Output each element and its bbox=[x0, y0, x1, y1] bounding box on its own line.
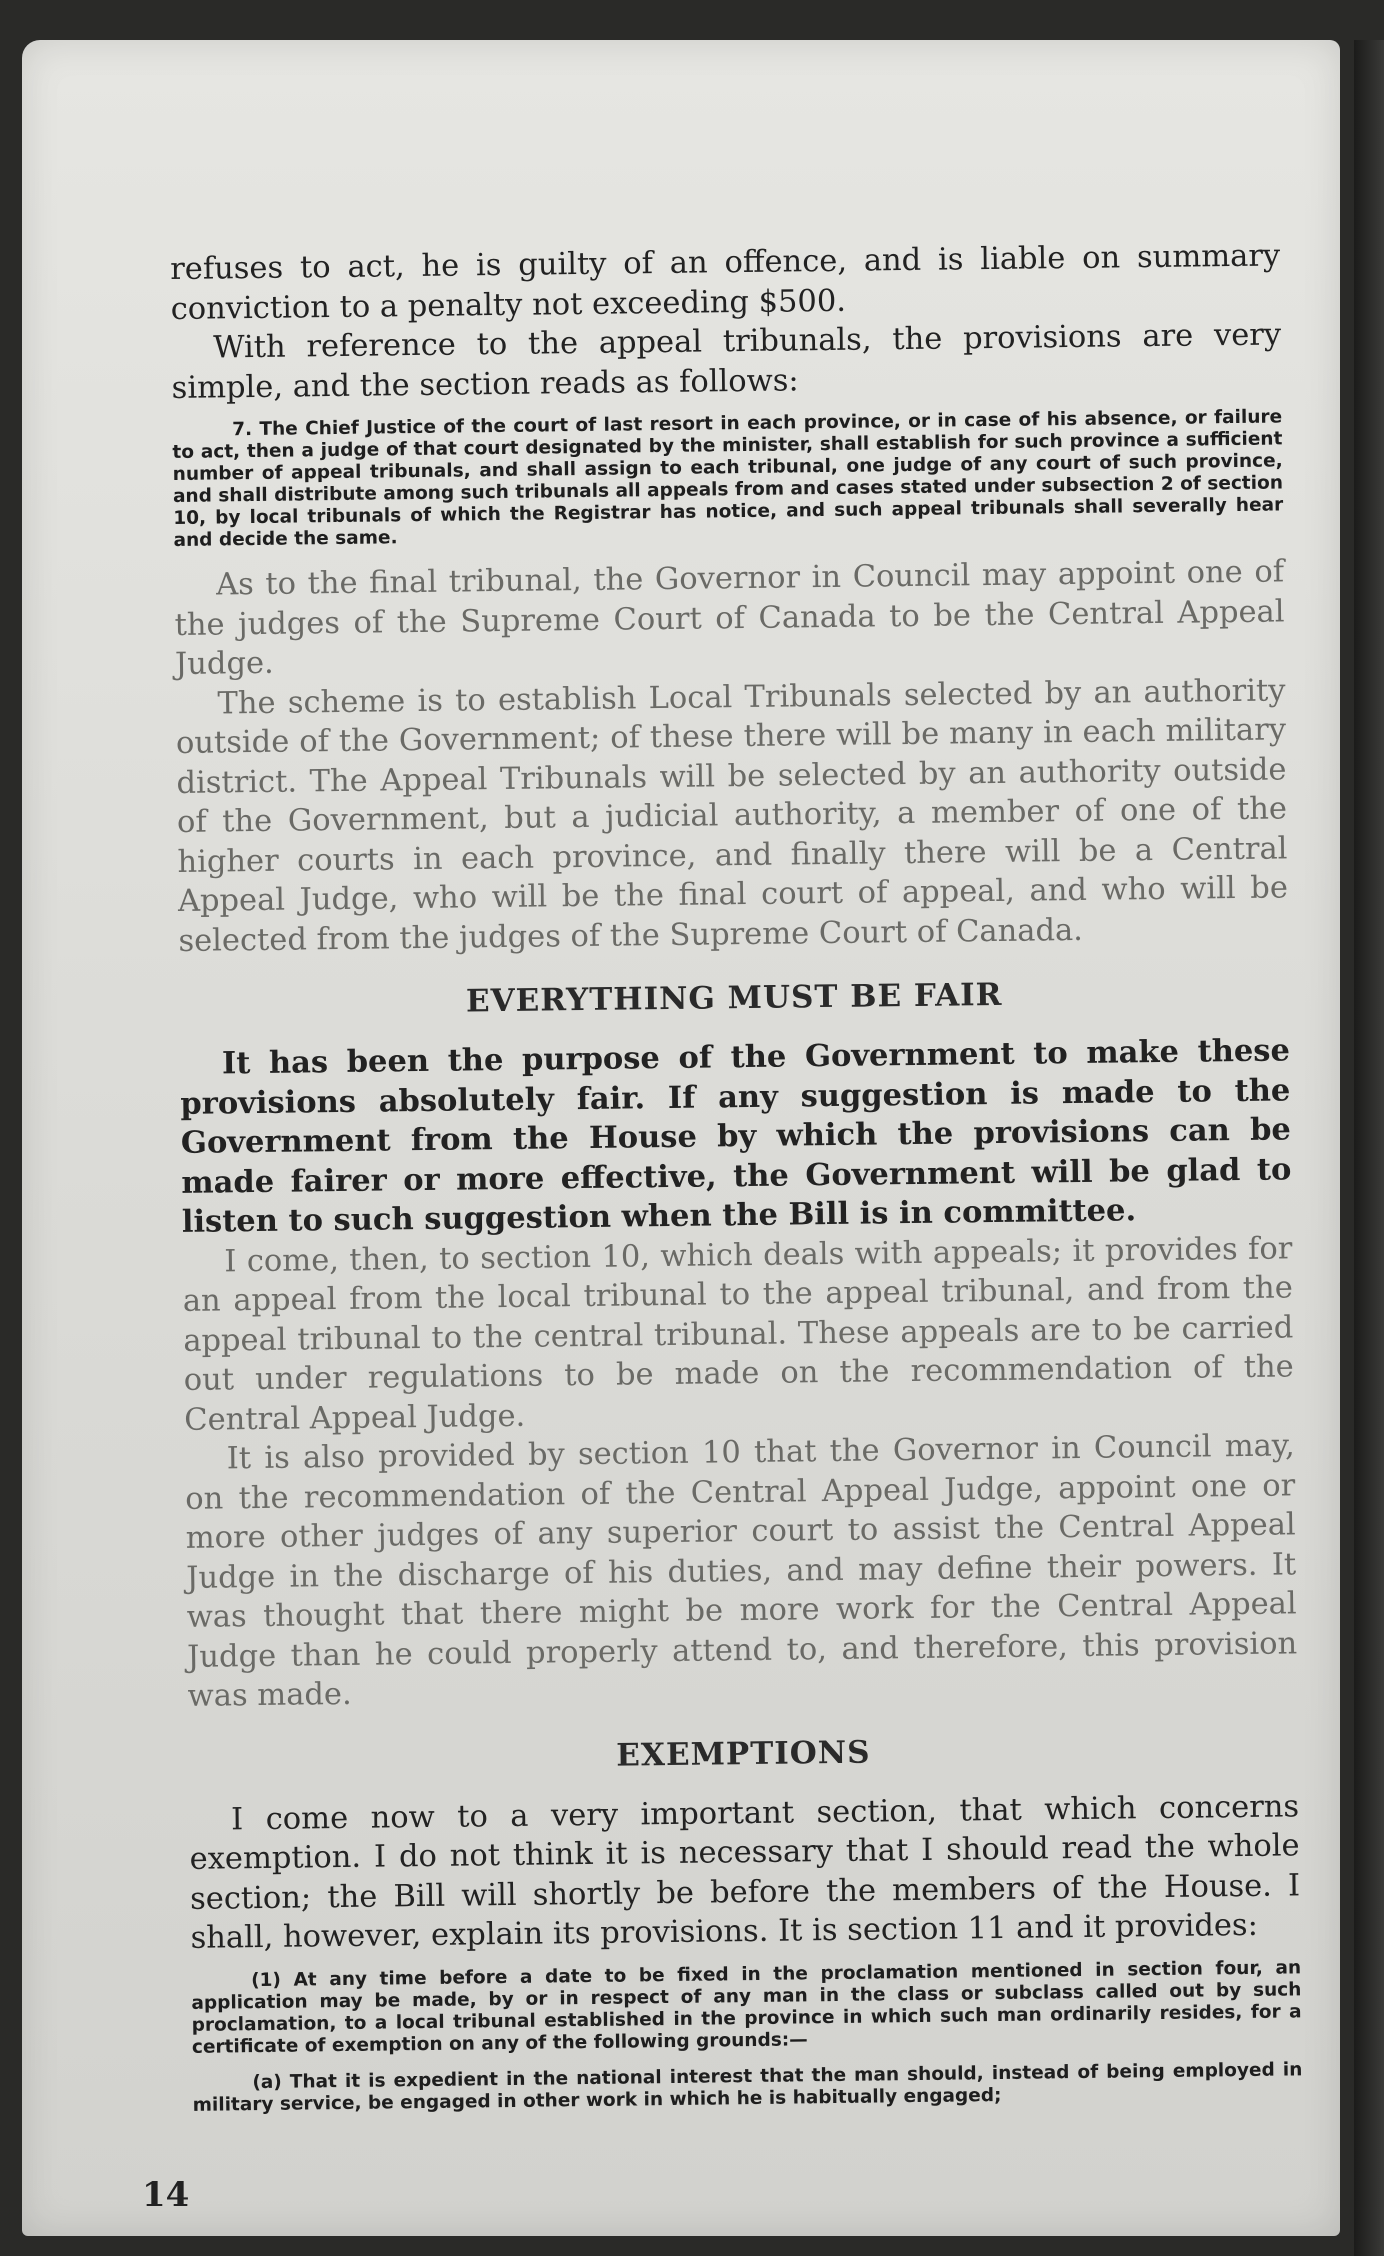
paragraph-4: The scheme is to establish Local Tribunals selected by an authority outside of the Government; of these there will be many in each military district. The Appeal Tribunals will be selected by an authority outside of the Government, but a judicial authority, a member of one of the higher courts in each province, and finally there will be a Central Appeal Judge, who will be the final court of appeal, and who will be selected from the judges of the Supreme Court of Canada. bbox=[175, 672, 1289, 959]
page-number: 14 bbox=[142, 2175, 190, 2215]
page-edge-shadow bbox=[1354, 40, 1384, 2256]
quoted-section-7: 7. The Chief Justice of the court of last resort in each province, or in case of his absence, or failure to act, then a judge of that court designated by the minister, shall establish for such province a sufficient number of appeal tribunals, and shall assign to each tribunal, one judge of any court of such province, and shall distribute among such tribunals all appeals from and cases stated under subsection 2 of section 10, by local tribunals of which the Registrar has notice, and such appeal tribunals shall severally hear and decide the same. bbox=[172, 406, 1284, 551]
paragraph-8: I come now to a very important section, that which concerns exemption. I do not think it is necessary that I should read the whole section; the Bill will shortly be before the members of the House. I shall, however, explain its provisions. It is section 11 and it provides: bbox=[189, 1788, 1301, 1956]
paragraph-1: refuses to act, he is guilty of an offence, and is liable on summary conviction to a penalty not exceeding $500. bbox=[170, 238, 1281, 327]
paragraph-2: With reference to the appeal tribunals, the provisions are very simple, and the section reads as follows: bbox=[171, 317, 1282, 406]
paragraph-3: As to the final tribunal, the Governor in Council may appoint one of the judges of the Supreme Court of Canada to be the Central Appeal Judge. bbox=[174, 554, 1285, 682]
page-content bbox=[170, 236, 1303, 2130]
quoted-section-11-a: (a) That it is expedient in the national interest that the man should, instead of being employed in military service, be engaged in other work in which he is habitually engaged; bbox=[192, 2058, 1303, 2116]
paragraph-5: It has been the purpose of the Government to make these provisions absolutely fair. If any suggestion is made to the Government from the House by which the provisions can be made fairer or more effective, the Government will be glad to listen to such suggestion when the Bill is in committee. bbox=[180, 1032, 1292, 1240]
quoted-section-11-1: (1) At any time before a date to be fixed in the proclamation mentioned in section four, an application may be made, by or in respect of any man in the class or subclass called out by such proclamation, to a local tribunal established in the province in which such man ordinarily resides, for a certificate of exemption on any of the following grounds:— bbox=[191, 1956, 1302, 2058]
paragraph-6: I come, then, to section 10, which deals with appeals; it provides for an appeal from the local tribunal to the appeal tribunal, and from the appeal tribunal to the central tribunal. These appeals are to be carried out under regulations to be made on the recommendation of the Central Appeal Judge. bbox=[182, 1230, 1294, 1438]
heading-everything-must-be-fair: EVERYTHING MUST BE FAIR bbox=[465, 976, 1003, 1020]
paragraph-7: It is also provided by section 10 that the Governor in Council may, on the recommendation of the Central Appeal Judge, appoint one or more other judges of any superior court to assist the Central Appeal Judge in the discharge of his duties, and may define their powers. It was thought that there might be more work for the Central Appeal Judge than he could properly attend to, and therefore, this provision was made. bbox=[185, 1428, 1298, 1714]
heading-exemptions: EXEMPTIONS bbox=[616, 1734, 871, 1774]
